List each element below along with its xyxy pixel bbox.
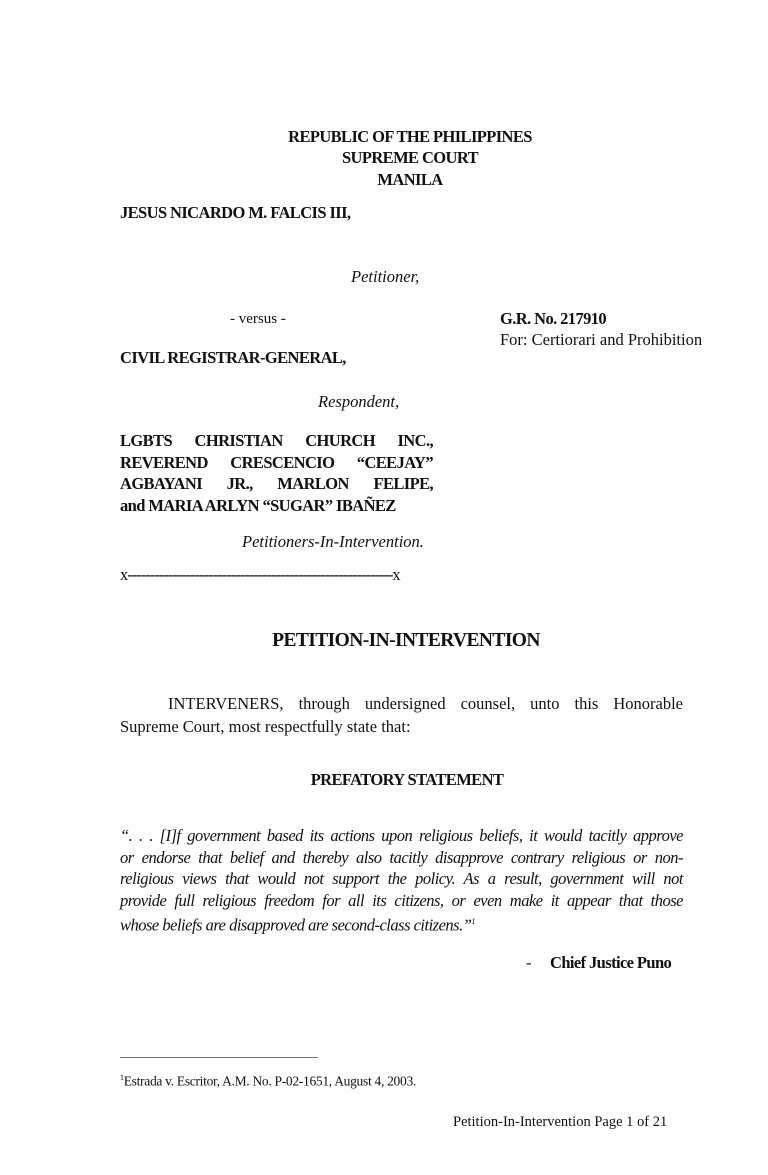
header-republic: REPUBLIC OF THE PHILIPPINES	[288, 127, 532, 146]
intervenors-names	[120, 430, 433, 516]
petitioner-name: JESUS NICARDO M. FALCIS III,	[120, 203, 351, 222]
intro-paragraph	[120, 692, 683, 738]
respondent-name: CIVIL REGISTRAR-GENERAL,	[120, 348, 346, 367]
intervenors-role: Petitioners-In-Intervention.	[242, 532, 424, 551]
footnote	[120, 1068, 416, 1092]
intro-line: Supreme Court, most respectfully state that:	[120, 717, 411, 736]
intro-line: INTERVENERS, through undersigned counsel, unto this Honorable	[168, 694, 683, 713]
footnote-mark: 1	[120, 1073, 124, 1082]
footnote-divider	[120, 1057, 318, 1058]
petitioner-role: Petitioner,	[351, 267, 420, 286]
quote-line: “. . . [I]f government based its actions upon religious beliefs, it would tacitly approve	[120, 826, 683, 845]
quote-line: provide full religious freedom for all its citizens, or even make it appear that those	[120, 890, 683, 910]
header-court: SUPREME COURT	[341, 148, 478, 167]
quote-line: religious views that would not support the policy. As a result, government will not	[120, 869, 683, 889]
section-heading: PREFATORY STATEMENT	[310, 770, 504, 789]
quote-line: or endorse that belief and thereby also tacitly disapprove contrary religious or non-	[120, 847, 683, 867]
header-city: MANILA	[377, 170, 443, 189]
quote-line	[120, 911, 683, 936]
case-number: G.R. No. 217910	[500, 309, 607, 328]
intervenors-line: AGBAYANI JR., MARLON FELIPE,	[120, 474, 433, 493]
caption-separator: x-----------------------------------------------------------x	[120, 565, 400, 584]
attribution: Chief Justice Puno	[550, 953, 672, 972]
intervenors-line: and MARIA ARLYN “SUGAR” IBAÑEZ	[120, 495, 396, 515]
page-footer: Petition-In-Intervention Page 1 of 21	[453, 1114, 668, 1130]
versus-label: - versus -	[230, 311, 286, 327]
prefatory-quote	[120, 825, 683, 936]
footnote-text: Estrada v. Escritor, A.M. No. P-02-1651, August 4, 2003.	[123, 1073, 416, 1089]
respondent-role: Respondent,	[318, 392, 400, 411]
attribution-dash: -	[526, 953, 532, 972]
case-nature: For: Certiorari and Prohibition	[500, 330, 703, 349]
intervenors-line: LGBTS CHRISTIAN CHURCH INC.,	[120, 431, 433, 450]
footnote-reference[interactable]: 1	[471, 917, 475, 927]
intervenors-line: REVEREND CRESCENCIO “CEEJAY”	[120, 452, 433, 472]
document-title: PETITION-IN-INTERVENTION	[272, 630, 540, 651]
quote-line-text: whose beliefs are disapproved are second-class citizens.”	[120, 915, 472, 935]
